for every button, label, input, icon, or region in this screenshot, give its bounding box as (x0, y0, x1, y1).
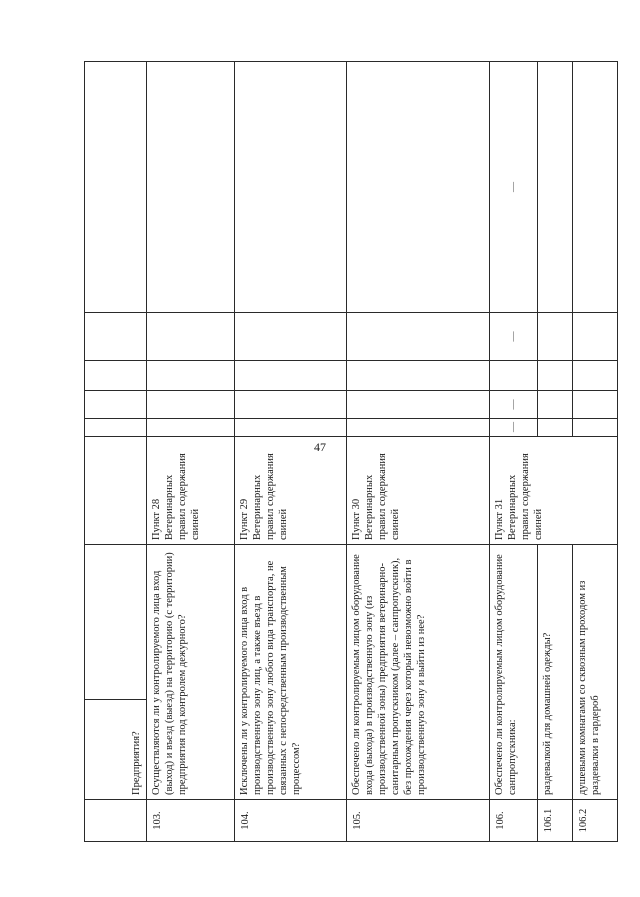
table-row (347, 62, 490, 842)
reference-cell: Пункт 28 Ветеринарных правил содержания свиней (147, 437, 235, 545)
page-number: 47 (314, 440, 326, 454)
table-row (85, 62, 147, 842)
table-row (490, 62, 538, 842)
num-cell: 106.2 (573, 800, 618, 842)
num-cell: 106.1 (538, 800, 573, 842)
num-cell: 103. (147, 800, 235, 842)
comment-cell (147, 62, 235, 313)
reference-cell: Пункт 31 Ветеринарных правил содержания свиней (490, 437, 618, 545)
num-cell (85, 800, 147, 842)
comment-cell (347, 62, 490, 313)
num-cell: 105. (347, 800, 490, 842)
reference-cell: Пункт 29 Ветеринарных правил содержания свиней (235, 437, 347, 545)
comment-cell (538, 62, 573, 313)
question-cell: душевыми комнатами со сквозным проходом из раздевалки в гардероб (573, 545, 618, 800)
question-cell: Обеспечено ли контролируемым лицом оборудование входа (выхода) в производственную зону (из производственной зоны) предприятия ветеринарно-санитарным пропускником (далее – санпропускник), без прохождения через который невозможно войти в производственную зону и выйти из нее? (347, 545, 490, 800)
question-text: Предприятия? (131, 731, 142, 795)
num-cell: 104. (235, 800, 347, 842)
dash-mark: — (490, 419, 538, 437)
reference-cell: Пункт 30 Ветеринарных правил содержания свиней (347, 437, 490, 545)
comment-cell (573, 62, 618, 313)
dash-mark: — (490, 62, 538, 313)
question-cell: Исключены ли у контролируемого лица вход в производственную зону лиц, а также въезд в производственную зону любого вида транспорта, не связанных с непосредственным производственным процессом? (235, 545, 347, 800)
question-cell (85, 700, 147, 800)
checklist-table (84, 61, 618, 842)
num-cell: 106. (490, 800, 538, 842)
question-cell: Осуществляются ли у контролируемого лица вход (выход) и въезд (выезд) на территорию (с территории) предприятия под контролем дежурного? (147, 545, 235, 800)
comment-cell (235, 62, 347, 313)
table-row (235, 62, 347, 842)
table-row (147, 62, 235, 842)
question-cell: Обеспечено ли контролируемым лицом оборудование санпропускника: (490, 545, 538, 800)
dash-mark: — (490, 313, 538, 361)
dash-mark: — (490, 391, 538, 419)
checklist-table-container (84, 62, 617, 842)
question-cell: раздевалкой для домашней одежды? (538, 545, 573, 800)
